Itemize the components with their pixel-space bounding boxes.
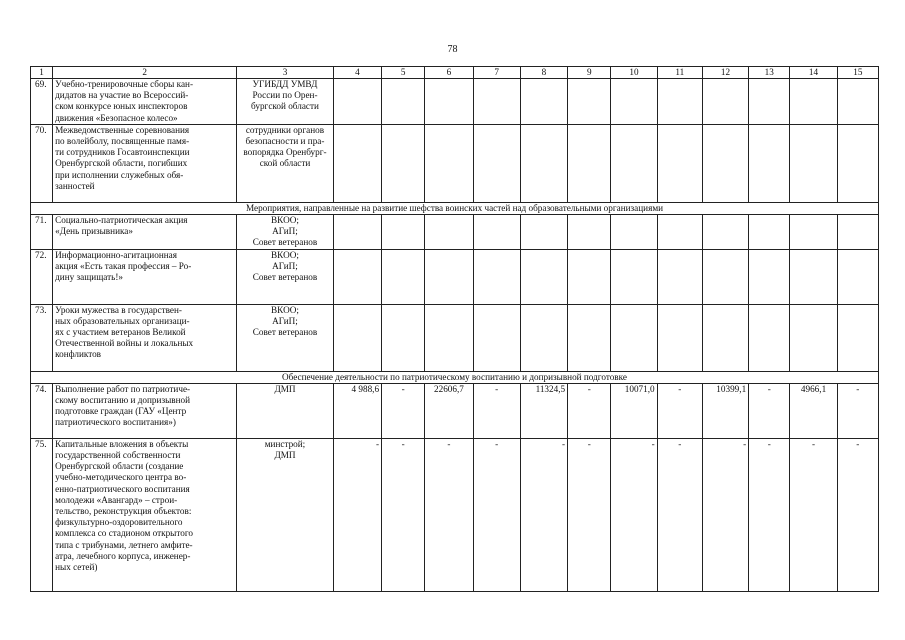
value-cell: 22606,7 <box>425 383 473 438</box>
value-cell <box>425 79 473 125</box>
value-cell <box>702 215 748 250</box>
value-cell <box>382 215 425 250</box>
value-cell <box>568 215 611 250</box>
value-cell: 10399,1 <box>702 383 748 438</box>
column-header: 8 <box>520 67 567 79</box>
column-header: 13 <box>749 67 790 79</box>
column-header: 12 <box>702 67 748 79</box>
section-row <box>31 202 879 214</box>
column-header: 10 <box>611 67 657 79</box>
value-cell <box>790 124 837 202</box>
value-cell <box>568 304 611 371</box>
value-cell <box>520 124 567 202</box>
row-number: 69. <box>31 79 53 125</box>
value-cell <box>382 249 425 304</box>
activity-name: Учебно-тренировочные сборы кан- дидатов на участие во Всероссий- ском конкурсе юных инспекторов движения «Безопасное колесо» <box>53 79 237 125</box>
column-header: 14 <box>790 67 837 79</box>
executor: сотрудники органов безопасности и пра- вопорядка Оренбург- ской области <box>237 124 334 202</box>
value-cell <box>568 249 611 304</box>
value-cell <box>790 79 837 125</box>
value-cell: - <box>749 383 790 438</box>
value-cell: - <box>702 438 748 591</box>
executor: ВКОО; АГиП; Совет ветеранов <box>237 215 334 250</box>
column-header: 4 <box>333 67 381 79</box>
value-cell: - <box>382 383 425 438</box>
executor: ВКОО; АГиП; Совет ветеранов <box>237 304 334 371</box>
activity-name: Уроки мужества в государствен- ных образовательных организаци- ях с участием ветеранов Великой Отечественной войны и локальных конфликтов <box>53 304 237 371</box>
value-cell <box>333 79 381 125</box>
value-cell <box>790 304 837 371</box>
value-cell <box>837 79 878 125</box>
value-cell: 11324,5 <box>520 383 567 438</box>
column-header: 15 <box>837 67 878 79</box>
value-cell: - <box>790 438 837 591</box>
value-cell <box>568 79 611 125</box>
row-number: 73. <box>31 304 53 371</box>
column-header: 9 <box>568 67 611 79</box>
value-cell <box>425 215 473 250</box>
value-cell <box>425 124 473 202</box>
column-header: 1 <box>31 67 53 79</box>
value-cell <box>473 304 520 371</box>
value-cell: 4 988,6 <box>333 383 381 438</box>
activity-name: Межведомственные соревнования по волейболу, посвященные памя- ти сотрудников Госавтоинспекции Оренбургской области, погибших при исполнении служебных обя- занностей <box>53 124 237 202</box>
value-cell <box>520 79 567 125</box>
section-row <box>31 371 879 383</box>
value-cell <box>611 249 657 304</box>
value-cell <box>333 249 381 304</box>
column-header: 11 <box>657 67 702 79</box>
value-cell <box>611 215 657 250</box>
value-cell <box>790 249 837 304</box>
value-cell <box>382 79 425 125</box>
section-title: Мероприятия, направленные на развитие шефства воинских частей над образовательными организациями <box>31 202 879 214</box>
value-cell <box>568 124 611 202</box>
row-number: 72. <box>31 249 53 304</box>
table-row <box>31 304 879 371</box>
value-cell <box>611 79 657 125</box>
value-cell <box>837 215 878 250</box>
value-cell: 10071,0 <box>611 383 657 438</box>
section-title: Обеспечение деятельности по патриотическому воспитанию и допризывной подготовке <box>31 371 879 383</box>
value-cell: - <box>568 383 611 438</box>
value-cell: - <box>520 438 567 591</box>
table-row <box>31 438 879 591</box>
table-row <box>31 249 879 304</box>
activity-name: Выполнение работ по патриотиче- скому воспитанию и допризывной подготовке граждан (ГАУ «Центр патриотического воспитания») <box>53 383 237 438</box>
value-cell: - <box>749 438 790 591</box>
value-cell: - <box>657 383 702 438</box>
value-cell <box>749 249 790 304</box>
executor: ДМП <box>237 383 334 438</box>
value-cell <box>473 79 520 125</box>
table-row <box>31 124 879 202</box>
value-cell <box>749 304 790 371</box>
value-cell <box>657 215 702 250</box>
executor: ВКОО; АГиП; Совет ветеранов <box>237 249 334 304</box>
value-cell <box>382 124 425 202</box>
value-cell <box>657 304 702 371</box>
value-cell: - <box>425 438 473 591</box>
value-cell: - <box>657 438 702 591</box>
activity-name: Информационно-агитационная акция «Есть такая профессия – Ро- дину защищать!» <box>53 249 237 304</box>
row-number: 71. <box>31 215 53 250</box>
row-number: 74. <box>31 383 53 438</box>
value-cell <box>520 304 567 371</box>
value-cell: - <box>568 438 611 591</box>
value-cell <box>611 304 657 371</box>
row-number: 70. <box>31 124 53 202</box>
program-table <box>30 66 879 592</box>
value-cell <box>473 249 520 304</box>
activity-name: Социально-патриотическая акция «День призывника» <box>53 215 237 250</box>
value-cell <box>657 249 702 304</box>
value-cell <box>520 249 567 304</box>
table-row <box>31 215 879 250</box>
value-cell: - <box>333 438 381 591</box>
value-cell <box>611 124 657 202</box>
value-cell <box>702 249 748 304</box>
page-number: 78 <box>447 44 458 55</box>
header-row <box>31 67 879 79</box>
value-cell <box>749 79 790 125</box>
executor: минстрой; ДМП <box>237 438 334 591</box>
value-cell <box>333 304 381 371</box>
column-header: 6 <box>425 67 473 79</box>
value-cell <box>425 249 473 304</box>
column-header: 7 <box>473 67 520 79</box>
value-cell: - <box>611 438 657 591</box>
column-header: 3 <box>237 67 334 79</box>
value-cell <box>657 79 702 125</box>
value-cell <box>702 304 748 371</box>
value-cell <box>382 304 425 371</box>
row-number: 75. <box>31 438 53 591</box>
value-cell <box>702 79 748 125</box>
value-cell <box>837 304 878 371</box>
value-cell <box>333 124 381 202</box>
column-header: 2 <box>53 67 237 79</box>
value-cell: - <box>473 383 520 438</box>
value-cell <box>657 124 702 202</box>
value-cell <box>473 124 520 202</box>
value-cell <box>790 215 837 250</box>
table-row <box>31 79 879 125</box>
value-cell <box>837 249 878 304</box>
activity-name: Капитальные вложения в объекты государственной собственности Оренбургской области (создание учебно-методического центра во- енно-патриотического воспитания молодежи «Авангард» – строи- тельство, реконструкция объектов: физкультурно-оздоровительного комплекса со стадионом открытого типа с трибунами, летнего амфите- атра, лечебного корпуса, инженер- ных сетей) <box>53 438 237 591</box>
table-row <box>31 383 879 438</box>
executor: УГИБДД УМВД России по Орен- бургской области <box>237 79 334 125</box>
value-cell <box>425 304 473 371</box>
value-cell <box>520 215 567 250</box>
value-cell: - <box>837 383 878 438</box>
value-cell <box>749 124 790 202</box>
value-cell: - <box>382 438 425 591</box>
value-cell <box>749 215 790 250</box>
value-cell <box>837 124 878 202</box>
column-header: 5 <box>382 67 425 79</box>
value-cell <box>702 124 748 202</box>
value-cell: 4966,1 <box>790 383 837 438</box>
value-cell <box>473 215 520 250</box>
value-cell: - <box>837 438 878 591</box>
value-cell <box>333 215 381 250</box>
value-cell: - <box>473 438 520 591</box>
